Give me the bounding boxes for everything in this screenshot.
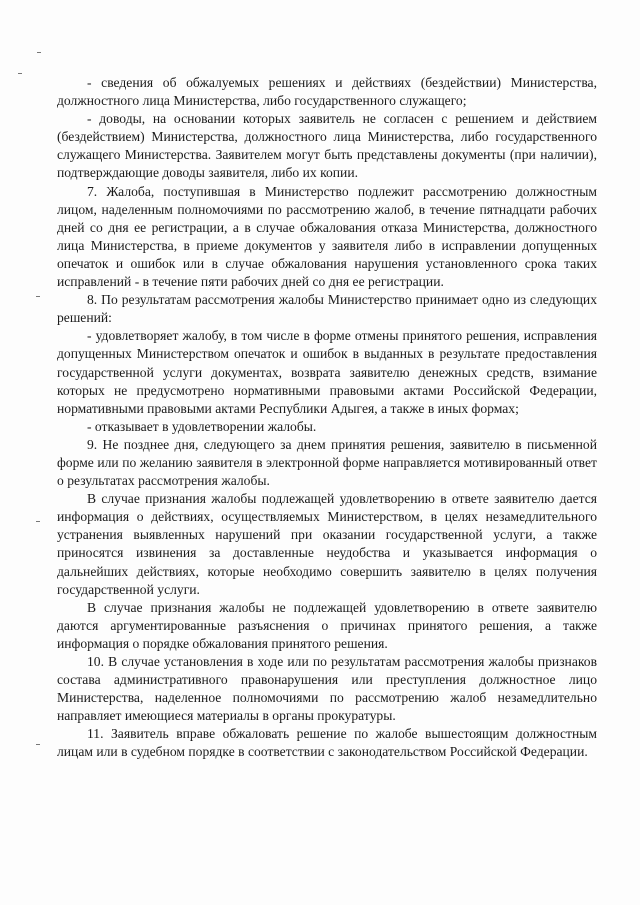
paragraph-satisfied-case: В случае признания жалобы подлежащей удовлетворению в ответе заявителю дается информация о действиях, осуществляемых Министерством, в целях незамедлительного устранения выявленных нарушений при оказании государственной услуги, а также приносятся извинения за доставленные неудобства и указывается информация о дальнейших действиях, которые необходимо совершить заявителю в целях получения государственной услуги. — [57, 491, 597, 597]
paragraph-dash-satisfy: - удовлетворяет жалобу, в том числе в форме отмены принятого решения, исправления допущенных Министерством опечаток и ошибок в выданных в результате предоставления государственной услуги документах, возврата заявителю денежных средств, взимание которых не предусмотрено нормативными правовыми актами Российской Федерации, нормативными правовыми актами Республики Адыгея, а также в иных формах; — [57, 328, 597, 416]
paragraph-unsatisfied-case: В случае признания жалобы не подлежащей удовлетворению в ответе заявителю даются аргументированные разъяснения о причинах принятого решения, а также информация о порядке обжалования принятого решения. — [57, 599, 597, 651]
scan-mark — [37, 52, 41, 53]
paragraph-dash-subject: - сведения об обжалуемых решениях и действиях (бездействии) Министерства, должностного лица Министерства, либо государственного служащего; — [57, 75, 597, 109]
scan-mark — [36, 744, 40, 745]
scan-mark — [36, 521, 40, 522]
scan-mark — [36, 296, 40, 297]
paragraph-11: 11. Заявитель вправе обжаловать решение по жалобе вышестоящим должностным лицам или в судебном порядке в соответствии с законодательством Российской Федерации. — [57, 726, 597, 760]
paragraph-10: 10. В случае установления в ходе или по результатам рассмотрения жалобы признаков состава административного правонарушения или преступления должностное лицо Министерства, наделенное полномочиями по рассмотрению жалоб незамедлительно направляет имеющиеся материалы в органы прокуратуры. — [57, 654, 597, 724]
paragraph-8: 8. По результатам рассмотрения жалобы Министерство принимает одно из следующих решений: — [57, 292, 597, 326]
paragraph-dash-arguments: - доводы, на основании которых заявитель не согласен с решением и действием (бездействием) Министерства, должностного лица Министерства, либо государственного служащего Министерства. Заявителем могут быть представлены документы (при наличии), подтверждающие доводы заявителя, либо их копии. — [57, 111, 597, 181]
paragraph-dash-refuse: - отказывает в удовлетворении жалобы. — [87, 418, 317, 434]
document-body — [57, 74, 597, 762]
paragraph-9: 9. Не позднее дня, следующего за днем принятия решения, заявителю в письменной форме или по желанию заявителя в электронной форме направляется мотивированный ответ о результатах рассмотрения жалобы. — [57, 436, 597, 489]
scan-mark — [18, 73, 22, 74]
paragraph-7: 7. Жалоба, поступившая в Министерство подлежит рассмотрению должностным лицом, наделенным полномочиями по рассмотрению жалоб, в течение пятнадцати рабочих дней со дня ее регистрации, а в случае обжалования отказа Министерства, должностного лица Министерства, в приеме документов у заявителя либо в исправлении допущенных опечаток и ошибок или в случае обжалования нарушения установленного срока таких исправлений - в течение пяти рабочих дней со дня ее регистрации. — [57, 183, 597, 290]
